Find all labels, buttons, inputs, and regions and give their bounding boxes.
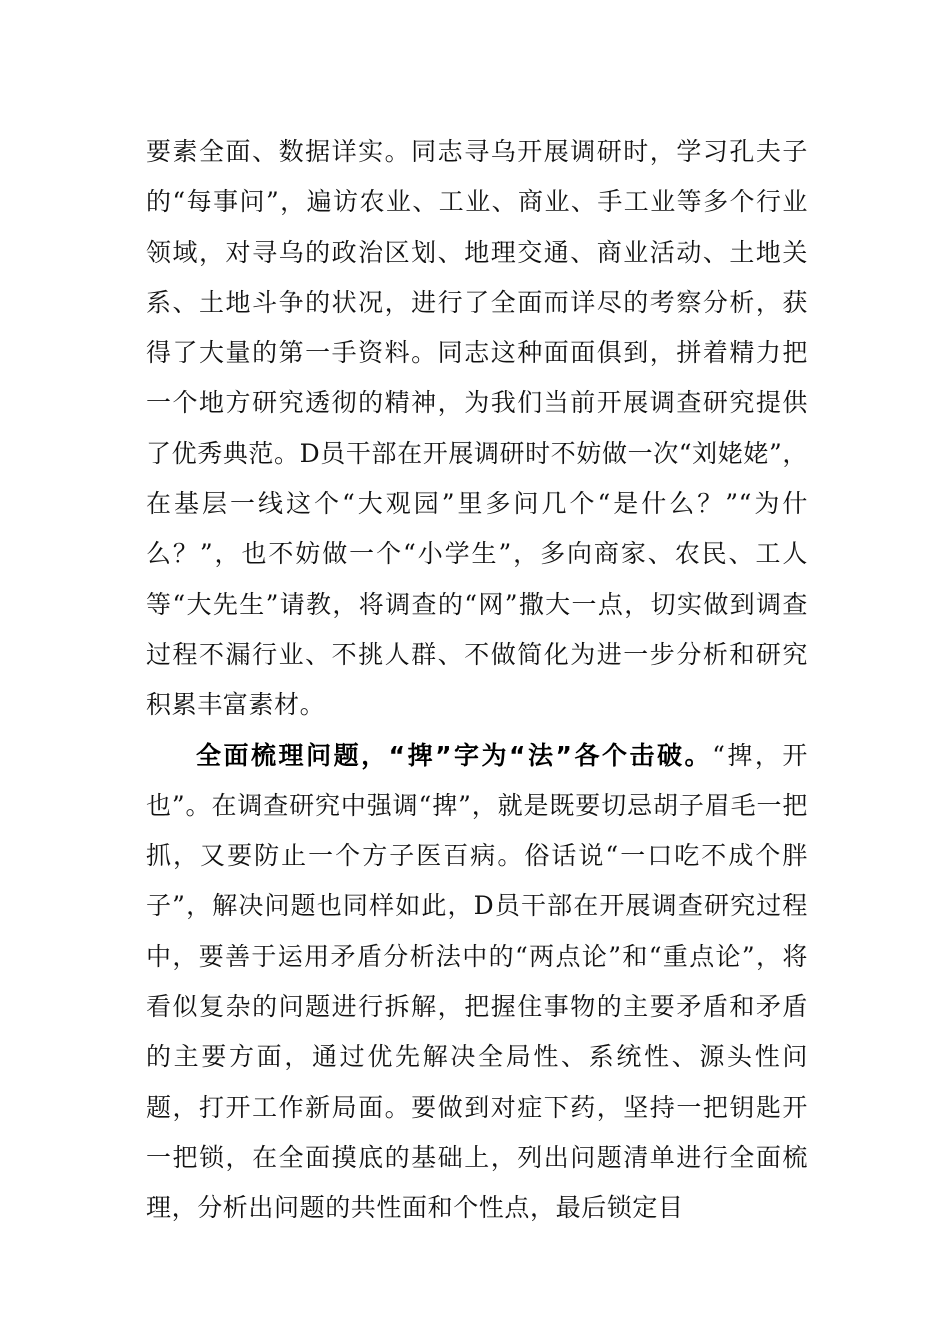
document-body bbox=[146, 127, 808, 1234]
paragraph-2-heading: 全面梳理问题，“捭”字为“法”各个击破。 bbox=[196, 740, 713, 770]
paragraph-1: 要素全面、数据详实。同志寻乌开展调研时，学习孔夫子的“每事问”，遍访农业、工业、商业、手工业等多个行业领域，对寻乌的政治区划、地理交通、商业活动、土地关系、土地斗争的状况，进行了全面而详尽的考察分析，获得了大量的第一手资料。同志这种面面俱到，拼着精力把一个地方研究透彻的精神，为我们当前开展调查研究提供了优秀典范。D员干部在开展调研时不妨做一次“刘姥姥”，在基层一线这个“大观园”里多问几个“是什么？”“为什么？”，也不妨做一个“小学生”，多向商家、农民、工人等“大先生”请教，将调查的“网”撒大一点，切实做到调查过程不漏行业、不挑人群、不做简化为进一步分析和研究积累丰富素材。 bbox=[146, 137, 808, 720]
paragraph-2-body: “捭，开也”。在调查研究中强调“捭”，就是既要切忌胡子眉毛一把抓，又要防止一个方子医百病。俗话说“一口吃不成个胖子”，解决问题也同样如此，D员干部在开展调查研究过程中，要善于运用矛盾分析法中的“两点论”和“重点论”，将看似复杂的问题进行拆解，把握住事物的主要矛盾和矛盾的主要方面，通过优先解决全局性、系统性、源头性问题，打开工作新局面。要做到对症下药，坚持一把钥匙开一把锁，在全面摸底的基础上，列出问题清单进行全面梳理，分析出问题的共性面和个性点，最后锁定目 bbox=[146, 740, 808, 1223]
paragraph-2 bbox=[146, 731, 808, 1234]
